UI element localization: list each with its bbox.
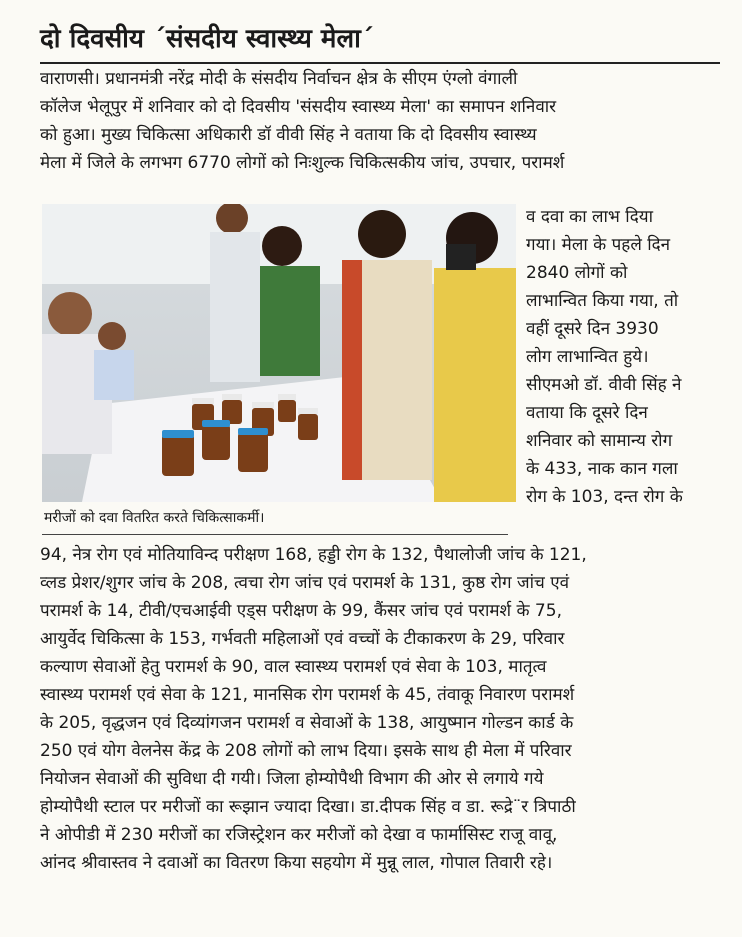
body-line: 250 एवं योग वेलनेस केंद्र के 208 लोगों को लाभ दिया। इसके साथ ही मेला में परिवार: [40, 741, 572, 761]
body-line: 2840 लोगों को: [526, 263, 628, 283]
body-line: मेला में जिले के लगभग 6770 लोगों को निःशुल्क चिकित्सकीय जांच, उपचार, परामर्श: [40, 153, 565, 173]
photo-caption: मरीजों को दवा वितरित करते चिकित्साकर्मी।: [44, 510, 265, 526]
body-line: लाभान्वित किया गया, तो: [526, 291, 679, 311]
body-line: वताया कि दूसरे दिन: [526, 403, 648, 423]
body-line: स्वास्थ्य परामर्श एवं सेवा के 121, मानसिक रोग परामर्श के 45, तंवाकू निवारण परामर्श: [40, 685, 575, 705]
body-line: ने ओपीडी में 230 मरीजों का रजिस्ट्रेशन कर मरीजों को देखा व फार्मासिस्ट राजू वावू,: [40, 825, 558, 845]
body-line: शनिवार को सामान्य रोग: [526, 431, 673, 451]
body-line: सीएमओ डॉ. वीवी सिंह ने: [526, 375, 682, 395]
body-line: वहीं दूसरे दिन 3930: [526, 319, 659, 339]
headline-rule: [40, 62, 720, 64]
body-line: 94, नेत्र रोग एवं मोतियाविन्द परीक्षण 168, हड्डी रोग के 132, पैथालोजी जांच के 121,: [40, 545, 587, 565]
body-line: आयुर्वेद चिकित्सा के 153, गर्भवती महिलाओं एवं वच्चों के टीकाकरण के 29, परिवार: [40, 629, 565, 649]
body-line: आंनद श्रीवास्तव ने दवाओं का वितरण किया सहयोग में मुन्नू लाल, गोपाल तिवारी रहे।: [40, 853, 553, 873]
body-line: लोग लाभान्वित हुये।: [526, 347, 649, 367]
photo-illustration: [42, 204, 516, 502]
body-line: होम्योपैथी स्टाल पर मरीजों का रूझान ज्यादा दिखा। डा.दीपक सिंह व डा. रूद्रे¨र त्रिपाठी: [40, 797, 576, 817]
body-line: गया। मेला के पहले दिन: [526, 235, 671, 255]
body-line: के 433, नाक कान गला: [526, 459, 678, 479]
body-line: के 205, वृद्धजन एवं दिव्यांगजन परामर्श व सेवाओं के 138, आयुष्मान गोल्डन कार्ड के: [40, 713, 574, 733]
body-line: परामर्श के 14, टीवी/एचआईवी एड्स परीक्षण के 99, कैंसर जांच एवं परामर्श के 75,: [40, 601, 562, 621]
caption-rule: [42, 534, 508, 535]
body-line: व दवा का लाभ दिया: [526, 207, 653, 227]
news-clipping: [30, 8, 730, 937]
body-line: कल्याण सेवाओं हेतु परामर्श के 90, वाल स्वास्थ्य परामर्श एवं सेवा के 103, मातृत्व: [40, 657, 547, 677]
headline: दो दिवसीय ´संसदीय स्वास्थ्य मेला´: [40, 24, 374, 54]
body-line: नियोजन सेवाओं की सुविधा दी गयी। जिला होम्योपैथी विभाग की ओर से लगाये गये: [40, 769, 544, 789]
body-line: वाराणसी। प्रधानमंत्री नरेंद्र मोदी के संसदीय निर्वाचन क्षेत्र के सीएम एंग्लो वंगाली: [40, 69, 518, 89]
body-line: कॉलेज भेलूपुर में शनिवार को दो दिवसीय 'संसदीय स्वास्थ्य मेला' का समापन शनिवार: [40, 97, 557, 117]
body-line: व्लड प्रेशर/शुगर जांच के 208, त्वचा रोग जांच एवं परामर्श के 131, कुष्ठ रोग जांच एवं: [40, 573, 570, 593]
article-photo: [42, 204, 516, 502]
body-line: रोग के 103, दन्त रोग के: [526, 487, 683, 507]
body-line: को हुआ। मुख्य चिकित्सा अधिकारी डॉ वीवी सिंह ने वताया कि दो दिवसीय स्वास्थ्य: [40, 125, 537, 145]
